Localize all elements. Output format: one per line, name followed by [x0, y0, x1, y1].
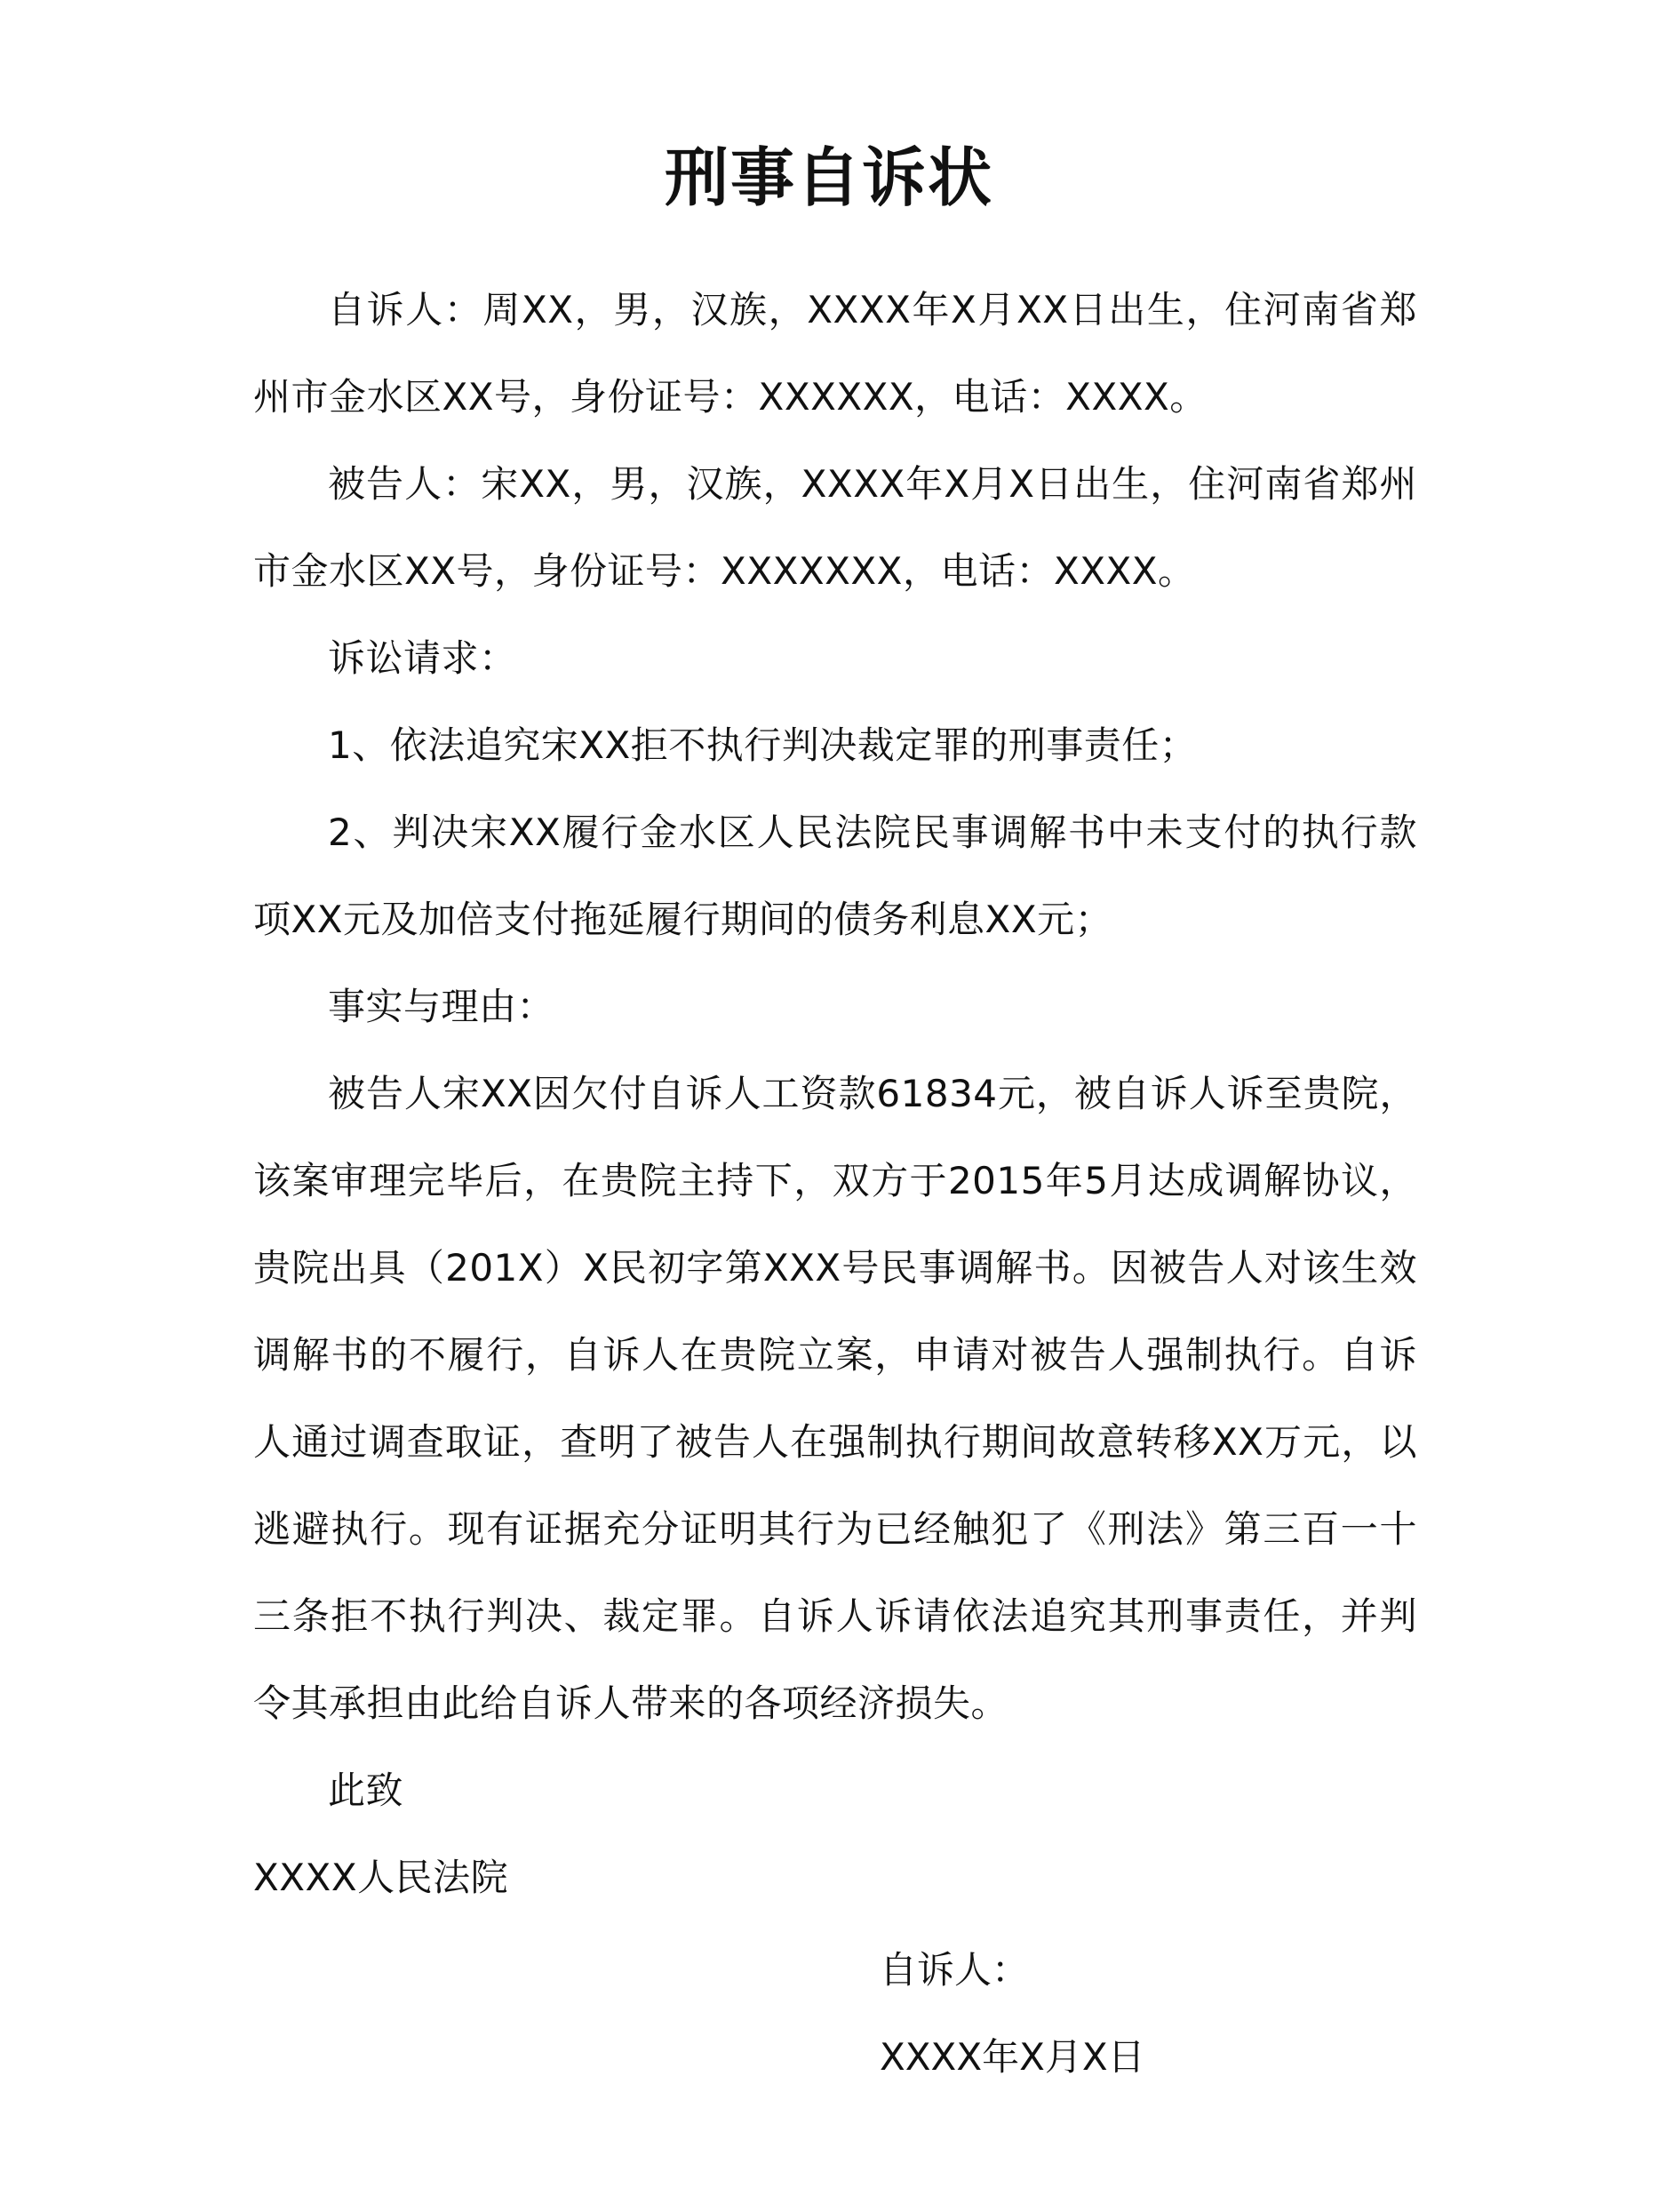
document-title: 刑事自诉状: [664, 140, 993, 215]
signature-label: 自诉人：: [880, 1948, 1030, 1992]
facts-heading: 事实与理由：: [328, 985, 555, 1028]
court-name: XXXX人民法院: [253, 1856, 509, 1899]
claims-heading: 诉讼请求：: [328, 636, 517, 680]
claim-item-2: 2、判决宋XX履行金水区人民法院民事调解书中未支付的执行款项XX元及加倍支付拖延履行期间的债务利息XX元；: [253, 811, 1417, 941]
claim-item-1: 1、依法追究宋XX拒不执行判决裁定罪的刑事责任；: [328, 723, 1198, 767]
closing-salutation: 此致: [328, 1769, 404, 1812]
defendant-paragraph: 被告人：宋XX，男，汉族，XXXX年X月X日出生，住河南省郑州市金水区XX号，身份证号：XXXXXXX，电话：XXXX。: [253, 462, 1417, 593]
facts-paragraph: 被告人宋XX因欠付自诉人工资款61834元，被自诉人诉至贵院，该案审理完毕后，在贵院主持下，双方于2015年5月达成调解协议，贵院出具（201X）X民初字第XXX号民事调解书。因被告人对该生效调解书的不履行，自诉人在贵院立案，申请对被告人强制执行。自诉人通过调查取证，查明了被告人在强制执行期间故意转移XX万元，以逃避执行。现有证据充分证明其行为已经触犯了《刑法》第三百一十三条拒不执行判决、裁定罪。自诉人诉请依法追究其刑事责任，并判令其承担由此给自诉人带来的各项经济损失。: [253, 1072, 1417, 1725]
plaintiff-paragraph: 自诉人：周XX，男，汉族，XXXX年X月XX日出生，住河南省郑州市金水区XX号，身份证号：XXXXXX，电话：XXXX。: [253, 288, 1417, 419]
document-body: [253, 267, 1417, 1921]
signature-block: [880, 1927, 1145, 2101]
signature-date: XXXX年X月X日: [880, 2035, 1145, 2079]
